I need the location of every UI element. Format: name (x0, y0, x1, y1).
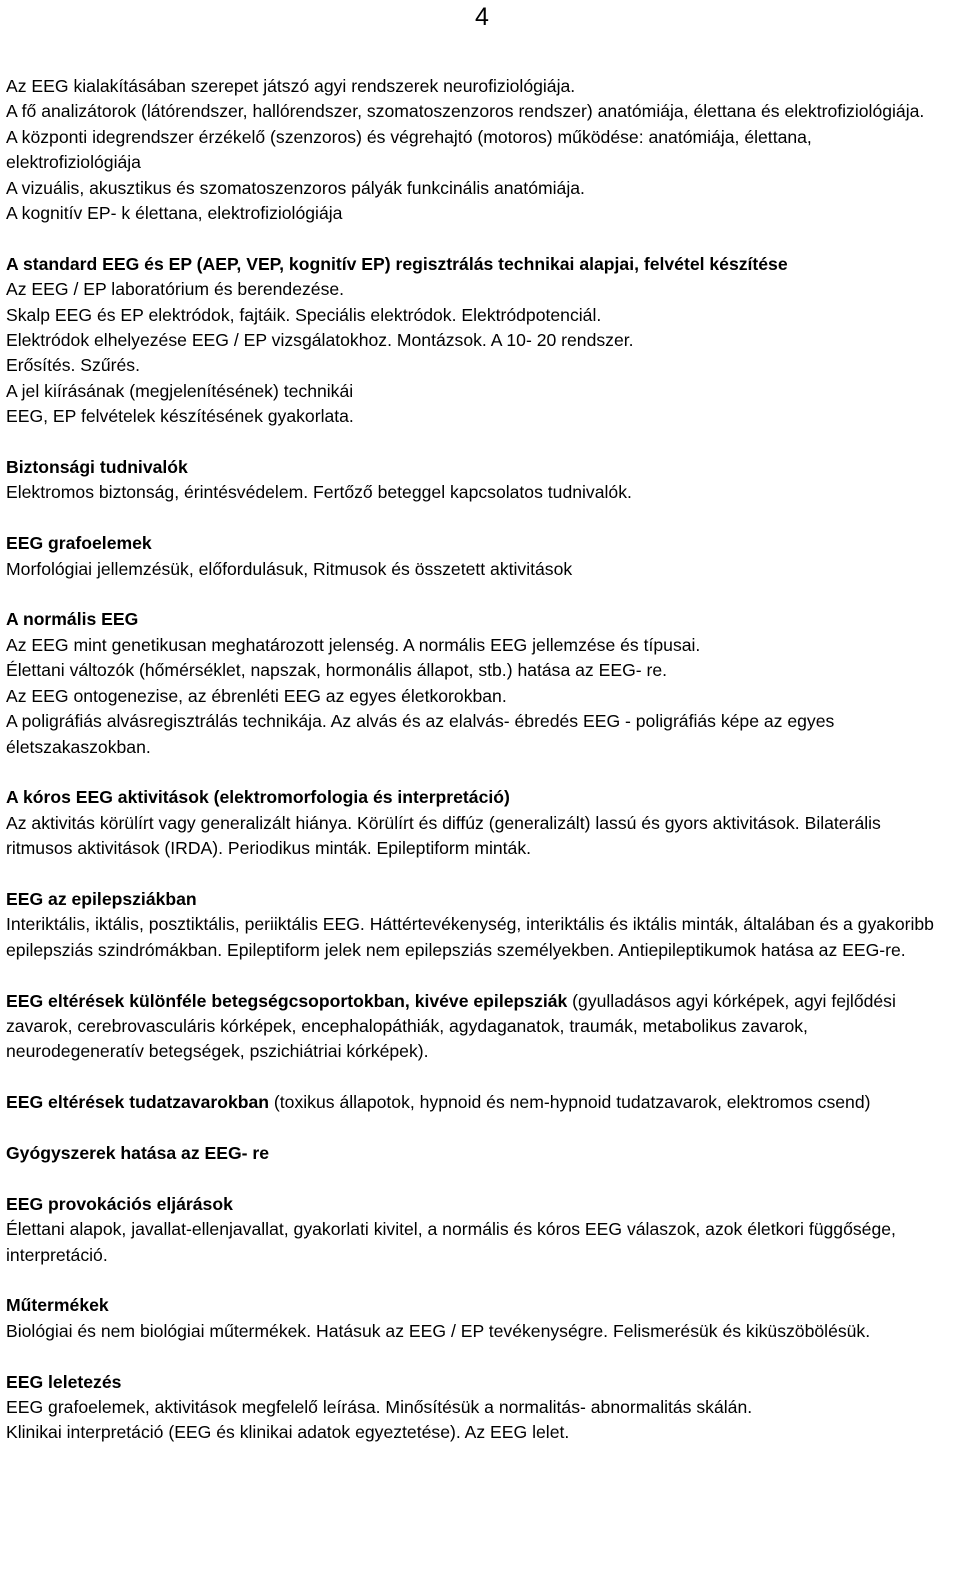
section-heading: EEG provokációs eljárások (6, 1193, 233, 1214)
section-heading: A normális EEG (6, 609, 139, 630)
section-line: A poligráfiás alvásregisztrálás technikája. Az alvás és az elalvás- ébredés EEG - poligráfiás képe az egyes életszakaszokban. (6, 711, 835, 757)
section-line: Interiktális, iktális, posztiktális, periiktális EEG. Háttértevékenység, interiktális és iktális minták, általában és a gyakoribb epilepsziás szindrómákban. Epileptiform jelek nem epilepsziás személyekben. Antiepileptikumok hatása az EEG-re. (6, 914, 934, 960)
intro-line: A vizuális, akusztikus és szomatoszenzoros pályák funkcinális anatómiája. (6, 177, 585, 198)
section-safety (6, 455, 950, 506)
section-line: A jel kiírásának (megjelenítésének) technikái (6, 380, 354, 401)
section-line: EEG grafoelemek, aktivitások megfelelő leírása. Minősítésük a normalitás- abnormalitás skálán. (6, 1396, 753, 1417)
section-reporting (6, 1370, 950, 1446)
section-drugs (6, 1141, 950, 1166)
section-line: Erősítés. Szűrés. (6, 355, 140, 376)
page-number: 4 (475, 3, 489, 31)
section-consciousness (6, 1090, 950, 1115)
section-tail: (gyulladásos agyi kórképek, agyi fejlődési zavarok, cerebrovasculáris kórképek, encephalopáthiák, agydaganatok, traumák, metabolikus zavarok, neurodegeneratív betegségek, pszichiátriai kórképek). (6, 990, 896, 1062)
section-epilepsy (6, 887, 950, 963)
section-line: Skalp EEG és EP elektródok, fajtáik. Speciális elektródok. Elektródpotenciál. (6, 304, 602, 325)
section-line: Élettani alapok, javallat-ellenjavallat, gyakorlati kivitel, a normális és kóros EEG válaszok, azok életkori függősége, interpretáció. (6, 1219, 896, 1265)
section-line: Az EEG ontogenezise, az ébrenléti EEG az egyes életkorokban. (6, 685, 507, 706)
section-heading: EEG eltérések tudatzavarokban (6, 1092, 270, 1113)
section-heading: A standard EEG és EP (AEP, VEP, kognitív EP) regisztrálás technikai alapjai, felvétel készítése (6, 253, 788, 274)
section-line: EEG, EP felvételek készítésének gyakorlata. (6, 406, 354, 427)
section-provocation (6, 1192, 950, 1268)
section-recording-technique (6, 252, 950, 430)
document-body (6, 74, 950, 1471)
section-line: Elektromos biztonság, érintésvédelem. Fertőző beteggel kapcsolatos tudnivalók. (6, 482, 632, 503)
section-tail: (toxikus állapotok, hypnoid és nem-hypnoid tudatzavarok, elektromos csend) (269, 1092, 871, 1113)
section-heading: A kóros EEG aktivitások (elektromorfologia és interpretáció) (6, 787, 510, 808)
intro-line: A kognitív EP- k élettana, elektrofiziológiája (6, 203, 343, 224)
section-heading: Gyógyszerek hatása az EEG- re (6, 1142, 270, 1163)
section-line: Elektródok elhelyezése EEG / EP vizsgálatokhoz. Montázsok. A 10- 20 rendszer. (6, 330, 634, 351)
section-disease-groups (6, 989, 950, 1065)
section-artifacts (6, 1293, 950, 1344)
section-line: Klinikai interpretáció (EEG és klinikai adatok egyeztetése). Az EEG lelet. (6, 1422, 570, 1443)
section-abnormal-activity (6, 785, 950, 861)
section-line: Az aktivitás körülírt vagy generalizált hiánya. Körülírt és diffúz (generalizált) lassú és gyors aktivitások. Bilaterális ritmusos aktivitások (IRDA). Periodikus minták. Epileptiform minták. (6, 812, 881, 859)
section-line: Az EEG mint genetikusan meghatározott jelenség. A normális EEG jellemzése és típusai. (6, 634, 701, 655)
section-grapho-elements (6, 531, 950, 582)
intro-line: A fő analizátorok (látórendszer, hallórendszer, szomatoszenzoros rendszer) anatómiája, élettana és elektrofiziológiája. (6, 101, 925, 122)
section-heading: EEG leletezés (6, 1371, 122, 1392)
intro-block (6, 74, 950, 226)
section-line: Az EEG / EP laboratórium és berendezése. (6, 279, 345, 300)
section-heading: EEG grafoelemek (6, 533, 152, 554)
section-line: Élettani változók (hőmérséklet, napszak, hormonális állapot, stb.) hatása az EEG- re. (6, 660, 668, 681)
intro-line: Az EEG kialakításában szerepet játszó agyi rendszerek neurofiziológiája. (6, 76, 576, 96)
section-heading: EEG eltérések különféle betegségcsoportokban, kivéve epilepsziák (6, 990, 568, 1011)
section-normal-eeg (6, 607, 950, 759)
section-heading: Biztonsági tudnivalók (6, 457, 188, 478)
intro-line: A központi idegrendszer érzékelő (szenzoros) és végrehajtó (motoros) működése: anatómiája, élettana, elektrofiziológiája (6, 126, 812, 173)
section-line: Biológiai és nem biológiai műtermékek. Hatásuk az EEG / EP tevékenységre. Felismerésük és kiküszöbölésük. (6, 1320, 871, 1341)
section-line: Morfológiai jellemzésük, előfordulásuk, Ritmusok és összetett aktivitások (6, 558, 573, 579)
section-heading: EEG az epilepsziákban (6, 888, 197, 909)
section-heading: Műtermékek (6, 1295, 109, 1316)
